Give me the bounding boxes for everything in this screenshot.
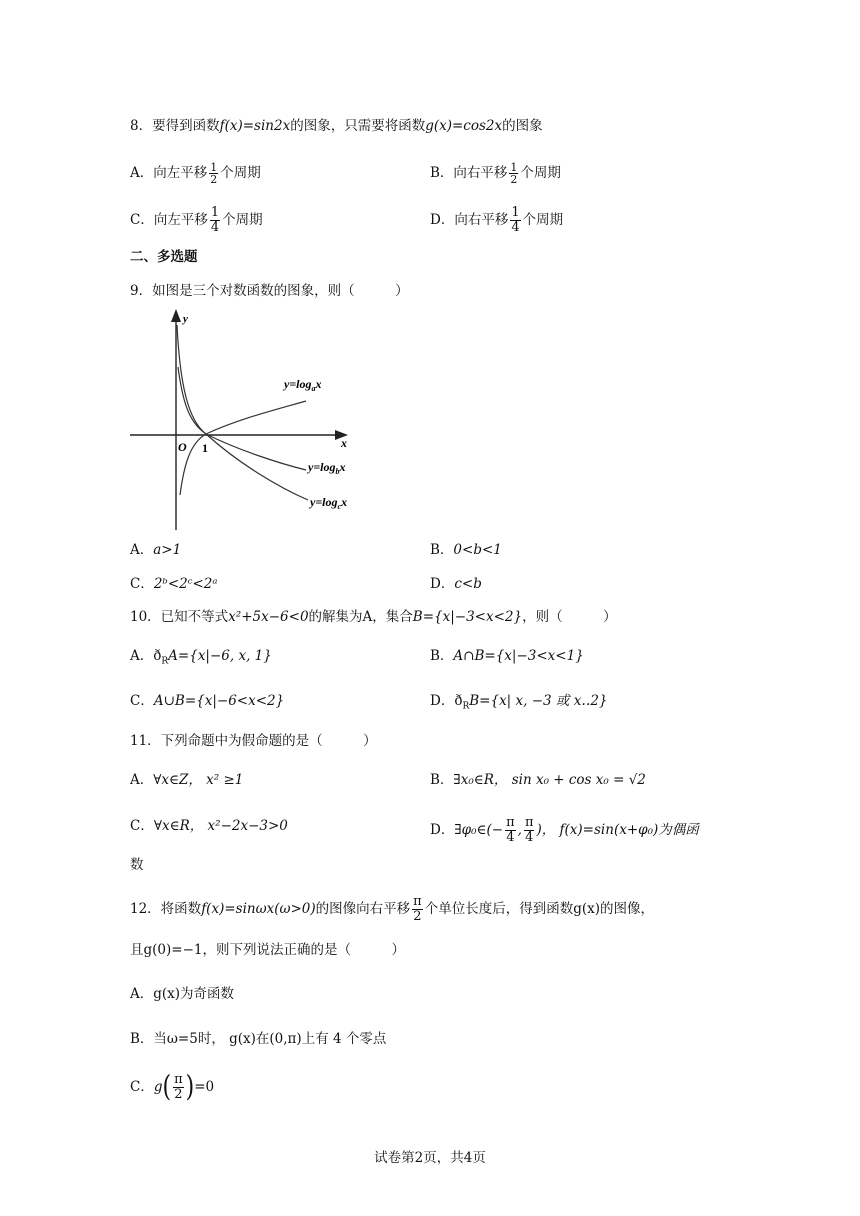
q9-option-c[interactable]: C．2ᵇ<2ᶜ<2ᵃ	[130, 576, 218, 592]
q9-option-a[interactable]: A．a>1	[130, 542, 182, 558]
section-heading: 二、多选题	[130, 249, 198, 265]
page-footer: 试卷第2页，共4页	[374, 1150, 486, 1166]
q11-option-d[interactable]: D．∃φ₀∈(− $\frac{\pi}{4}$ , $\frac{\pi}{4}$ )， f(x)=sin(x+φ₀)为偶函	[430, 815, 699, 845]
fraction: $\frac{\pi}{2}$	[413, 894, 422, 924]
q10-option-b[interactable]: B．A∩B={x|−3<x<1}	[430, 648, 584, 664]
q8-option-c[interactable]: C．向左平移 $\frac{1}{4}$ 个周期	[130, 205, 263, 235]
q11-option-a[interactable]: A．∀x∈Z， x² ≥1	[130, 772, 244, 788]
curve-log-c	[177, 325, 308, 500]
q12-stem-line2: 且g(0)=−1，则下列说法正确的是（ ）	[130, 942, 405, 958]
q8-g-expr: g(x)=cos2x	[425, 118, 503, 134]
q11-option-d-wrap: 数	[130, 857, 144, 873]
q9-option-d[interactable]: D．c<b	[430, 576, 482, 592]
q8-option-d[interactable]: D．向右平移 $\frac{1}{4}$ 个周期	[430, 205, 564, 235]
fraction: $\frac{1}{4}$	[511, 205, 520, 235]
q11-option-c[interactable]: C．∀x∈R， x²−2x−3>0	[130, 818, 288, 834]
q10-option-d[interactable]: D．$ð_RB=\{x|$ x, −3 或 x‥2}	[430, 693, 608, 712]
log-function-graph	[128, 305, 368, 535]
q8-stem: 8．要得到函数f(x)=sin2x的图象，只需要将函数g(x)=cos2x的图象	[130, 118, 543, 134]
q11-stem: 11．下列命题中为假命题的是（ ）	[130, 733, 377, 749]
q9-option-b[interactable]: B．0<b<1	[430, 542, 502, 558]
y-label: y	[183, 313, 188, 325]
fraction: $\frac{\pi}{4}$	[524, 815, 534, 845]
q8-f-expr: f(x)=sin2x	[219, 118, 291, 134]
label-log-b: $y=\log_bx$	[308, 460, 346, 476]
q12-option-b[interactable]: B．当ω=5时， g(x)在(0,π)上有 4 个零点	[130, 1031, 387, 1047]
q12-stem: 12．将函数f(x)=sinωx(ω>0)的图像向右平移 $\frac{\pi}{2}$ 个单位长度后，得到函数g(x)的图像，	[130, 894, 654, 924]
fraction: $\frac{\pi}{2}$	[174, 1072, 183, 1102]
q12-option-c[interactable]: C．g( $\frac{\pi}{2}$ )=0	[130, 1070, 215, 1104]
fraction: $\frac{1}{2}$	[510, 161, 518, 186]
q8-option-a[interactable]: A．向左平移 $\frac{1}{2}$ 个周期	[130, 161, 261, 186]
q11-option-b[interactable]: B．∃x₀∈R， sin x₀ + cos x₀ = √2	[430, 772, 646, 788]
q10-option-a[interactable]: A．$ð_RA=\{x|-6$, x, 1}	[130, 648, 272, 667]
fraction: $\frac{1}{4}$	[210, 205, 220, 235]
q12-option-a[interactable]: A．g(x)为奇函数	[130, 986, 235, 1002]
one-label: 1	[202, 441, 208, 455]
q10-option-c[interactable]: C．A∪B={x|−6<x<2}	[130, 693, 285, 709]
fraction: $\frac{\pi}{4}$	[506, 815, 515, 845]
q10-stem: 10．已知不等式x²+5x−6<0的解集为A，集合B={x|−3<x<2}，则（ ）	[130, 609, 617, 625]
fraction: $\frac{1}{2}$	[210, 161, 218, 186]
curve-log-a	[180, 401, 306, 495]
q8-option-b[interactable]: B．向右平移 $\frac{1}{2}$ 个周期	[430, 161, 561, 186]
origin-label: O	[178, 440, 187, 454]
y-axis-arrow	[171, 309, 181, 322]
x-label: x	[341, 436, 347, 450]
label-log-a: $y=\log_ax$	[284, 377, 322, 393]
label-log-c: $y=\log_cx$	[310, 495, 348, 511]
q9-stem: 9．如图是三个对数函数的图象，则（ ）	[130, 283, 409, 299]
